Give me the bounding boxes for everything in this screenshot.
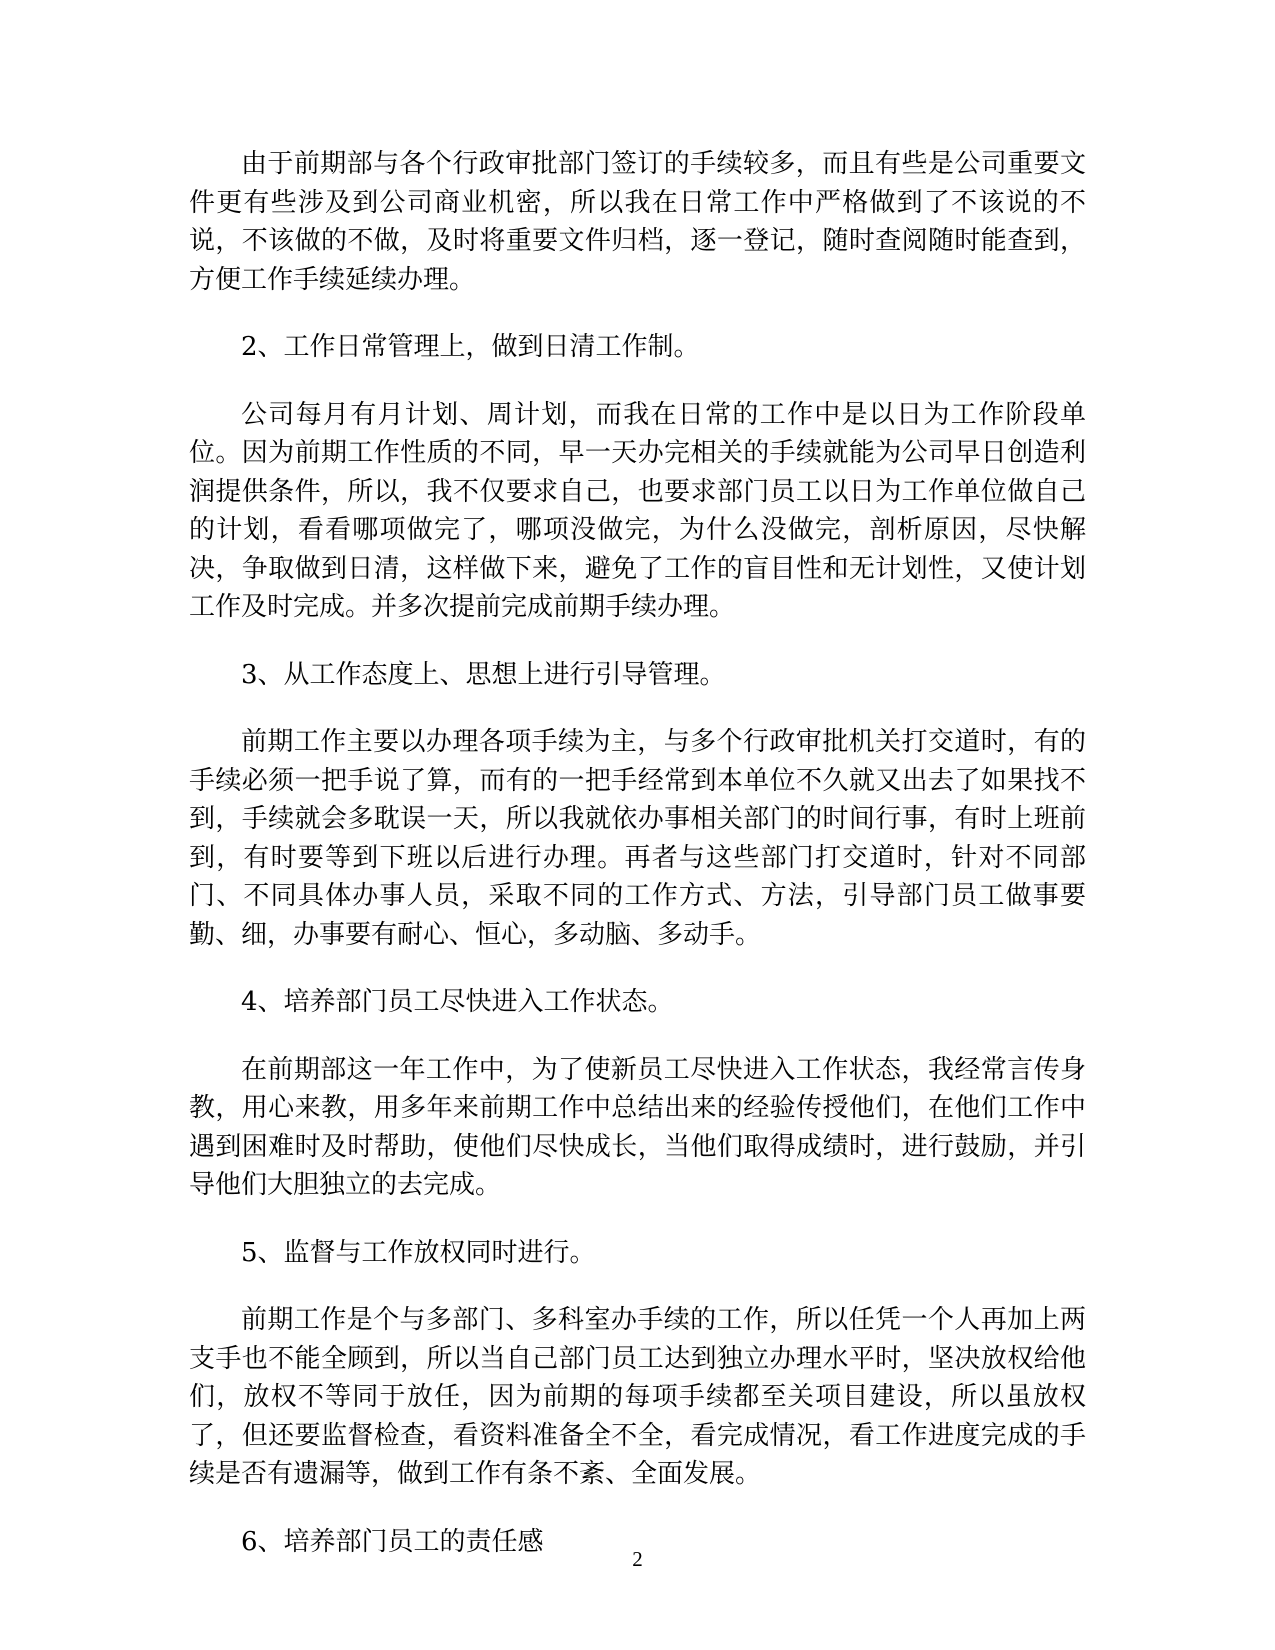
paragraph-training: 在前期部这一年工作中，为了使新员工尽快进入工作状态，我经常言传身教，用心来教，用多年来前期工作中总结出来的经验传授他们，在他们工作中遇到困难时及时帮助，使他们尽快成长，当他们取得成绩时，进行鼓励，并引导他们大胆独立的去完成。 xyxy=(189,1054,1086,1200)
paragraph-guidance: 前期工作主要以办理各项手续为主，与多个行政审批机关打交道时，有的手续必须一把手说了算，而有的一把手经常到本单位不久就又出去了如果找不到，手续就会多耽误一天，所以我就依办事相关部门的时间行事，有时上班前到，有时要等到下班以后进行办理。再者与这些部门打交道时，针对不同部门、不同具体办事人员，采取不同的工作方式、方法，引导部门员工做事要勤、细，办事要有耐心、恒心，多动脑、多动手。 xyxy=(189,727,1086,950)
paragraph-daily-plan: 公司每月有月计划、周计划，而我在日常的工作中是以日为工作阶段单位。因为前期工作性质的不同，早一天办完相关的手续就能为公司早日创造利润提供条件，所以，我不仅要求自己，也要求部门员工以日为工作单位做自己的计划，看看哪项做完了，哪项没做完，为什么没做完，剖析原因，尽快解决，争取做到日清，这样做下来，避免了工作的盲目性和无计划性，又使计划工作及时完成。并多次提前完成前期手续办理。 xyxy=(189,399,1086,622)
page-number: 2 xyxy=(632,1547,643,1571)
section-heading-2: 2、工作日常管理上，做到日清工作制。 xyxy=(241,332,700,362)
section-heading-4: 4、培养部门员工尽快进入工作状态。 xyxy=(241,987,674,1017)
section-heading-6: 6、培养部门员工的责任感 xyxy=(241,1526,544,1557)
section-heading-5: 5、监督与工作放权同时进行。 xyxy=(241,1237,596,1268)
paragraph-supervision: 前期工作是个与多部门、多科室办手续的工作，所以任凭一个人再加上两支手也不能全顾到，所以当自己部门员工达到独立办理水平时，坚决放权给他们，放权不等同于放任，因为前期的每项手续都至关项目建设，所以虽放权了，但还要监督检查，看资料准备全不全，看完成情况，看工作进度完成的手续是否有遗漏等，做到工作有条不紊、全面发展。 xyxy=(189,1305,1086,1489)
paragraph-confidentiality: 由于前期部与各个行政审批部门签订的手续较多，而且有些是公司重要文件更有些涉及到公司商业机密，所以我在日常工作中严格做到了不该说的不说，不该做的不做，及时将重要文件归档，逐一登记，随时查阅随时能查到，方便工作手续延续办理。 xyxy=(189,149,1086,295)
document-body xyxy=(189,145,1086,1590)
section-heading-3: 3、从工作态度上、思想上进行引导管理。 xyxy=(241,659,726,690)
